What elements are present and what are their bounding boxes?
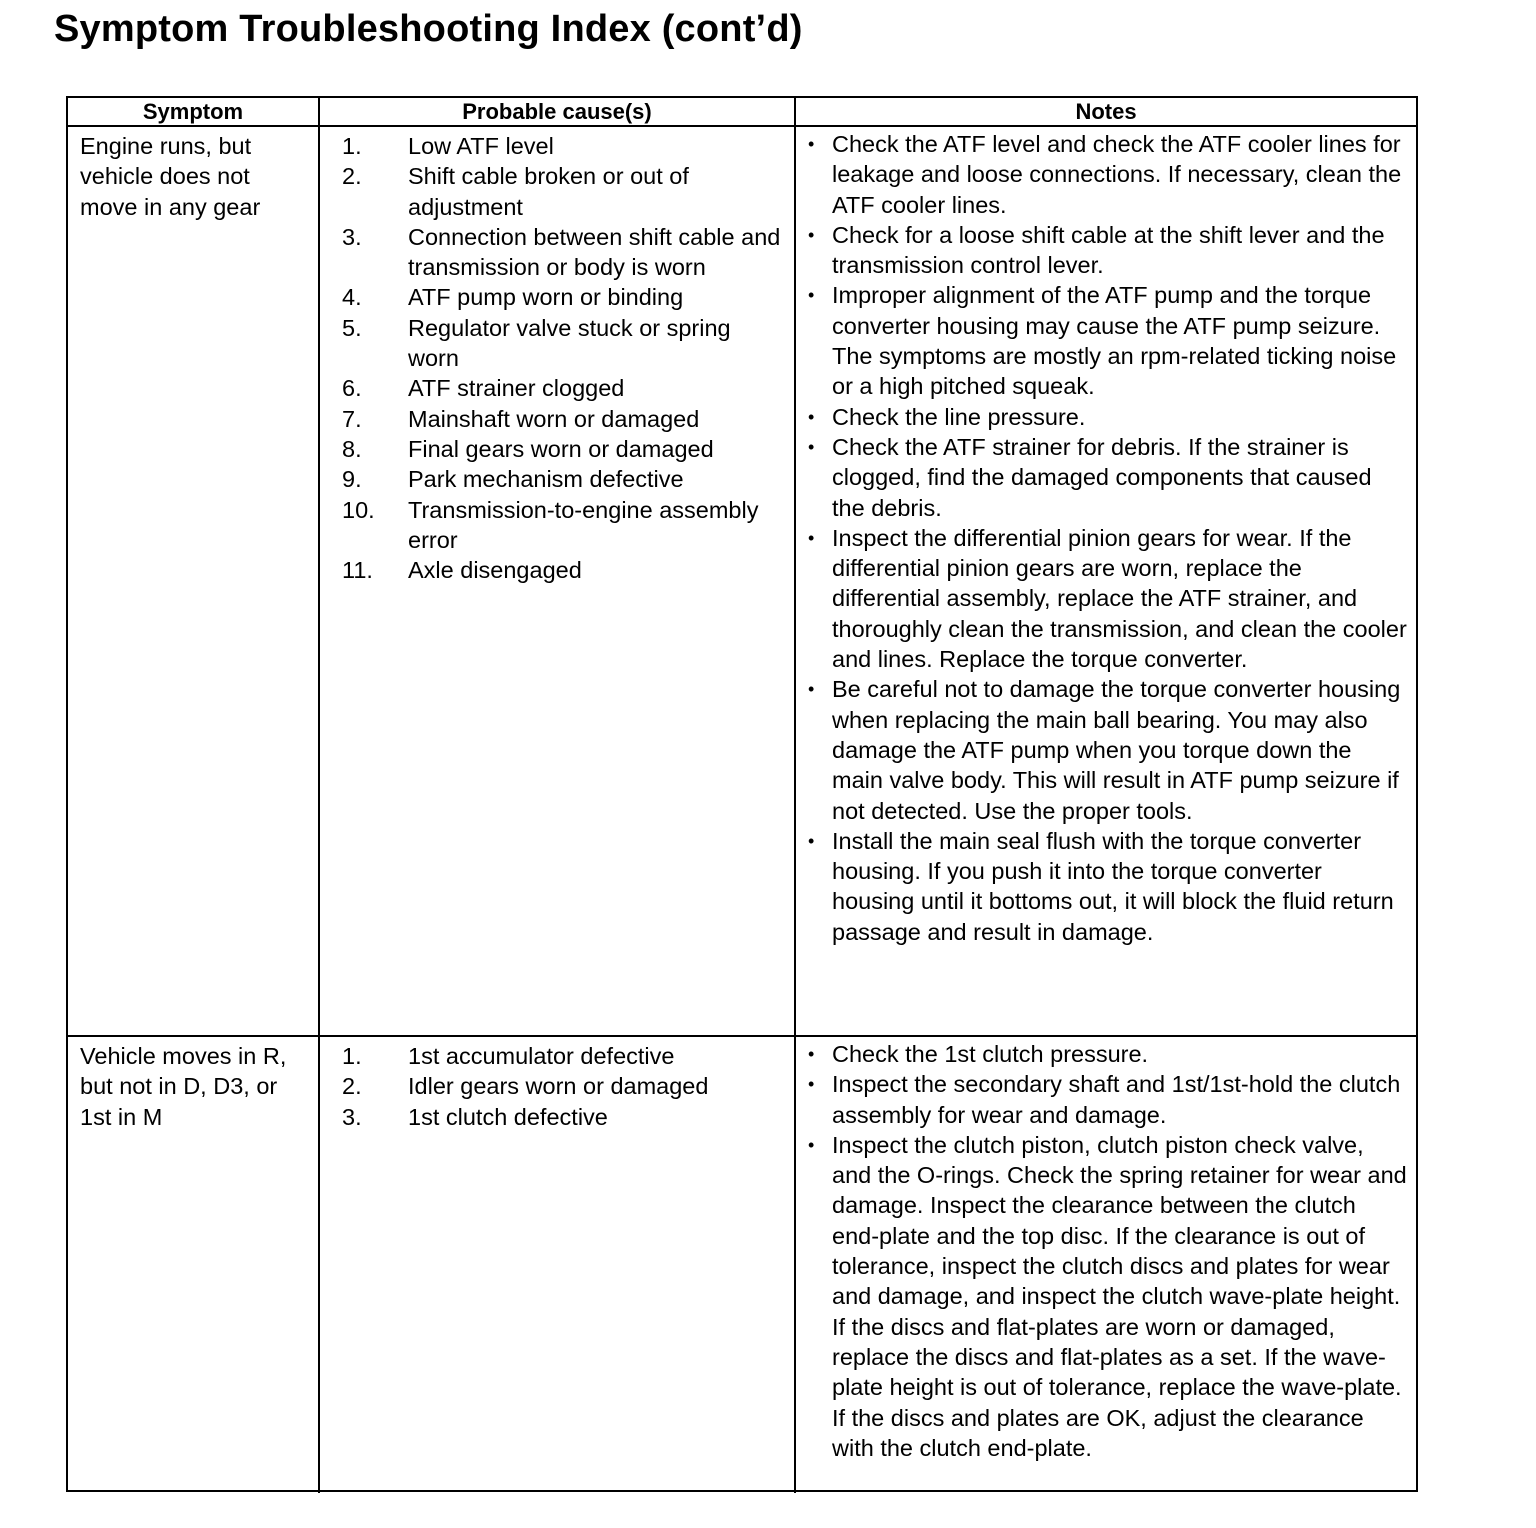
bullet-icon: • <box>808 1044 815 1064</box>
cause-text: Park mechanism defective <box>408 466 684 493</box>
list-item <box>342 555 788 585</box>
bullet-icon: • <box>808 436 815 457</box>
cause-text: ATF pump worn or binding <box>408 284 684 311</box>
cause-number: 3. <box>342 223 362 250</box>
list-item <box>808 402 1408 432</box>
list-item <box>808 1039 1408 1069</box>
bullet-icon: • <box>808 1074 815 1095</box>
table-header-row <box>68 98 1416 126</box>
list-item <box>808 1130 1408 1463</box>
list-item <box>342 495 788 556</box>
cause-number: 2. <box>342 1073 362 1100</box>
notes-cell <box>795 126 1416 1036</box>
cause-number: 9. <box>342 466 362 493</box>
list-item <box>342 1102 788 1132</box>
notes-cell <box>795 1036 1416 1493</box>
list-item <box>808 280 1408 401</box>
list-item <box>342 373 788 403</box>
list-item <box>808 432 1408 523</box>
header-probable-causes: Probable cause(s) <box>319 98 795 126</box>
causes-cell <box>319 126 795 1036</box>
cause-number: 3. <box>342 1103 362 1130</box>
cause-text: Regulator valve stuck or spring worn <box>408 314 731 372</box>
note-text: Be careful not to damage the torque converter housing when replacing the main ball bearing. You may also damage the ATF pump when you torque down the main valve body. This will result in ATF pump seizure if not detected. Use the proper tools. <box>832 676 1401 824</box>
cause-text: Connection between shift cable and transmission or body is worn <box>408 223 781 281</box>
cause-text: Axle disengaged <box>408 557 582 584</box>
notes-list <box>796 127 1416 947</box>
cause-number: 1. <box>342 133 362 159</box>
note-text: Check the ATF level and check the ATF cooler lines for leakage and loose connections. If necessary, clean the ATF cooler lines. <box>832 131 1402 218</box>
list-item <box>808 129 1408 220</box>
bullet-icon: • <box>808 1134 815 1155</box>
symptom-text: Engine runs, but vehicle does not move in any gear <box>80 133 261 220</box>
troubleshooting-table <box>66 96 1418 1492</box>
list-item <box>808 1069 1408 1130</box>
note-text: Check the line pressure. <box>832 403 1086 430</box>
list-item <box>342 161 788 222</box>
note-text: Install the main seal flush with the torque converter housing. If you push it into the torque converter housing until it bottoms out, it will block the fluid return passage and result in damage. <box>832 827 1394 945</box>
list-item <box>808 220 1408 281</box>
list-item <box>342 434 788 464</box>
table-row <box>68 1036 1416 1493</box>
list-item <box>342 1041 788 1071</box>
causes-list <box>320 1037 794 1132</box>
note-text: Check the ATF strainer for debris. If the strainer is clogged, find the damaged components that caused the debris. <box>832 433 1372 521</box>
cause-number: 11. <box>342 557 373 584</box>
causes-list <box>320 127 794 585</box>
cause-text: Idler gears worn or damaged <box>408 1073 709 1100</box>
cause-text: Transmission-to-engine assembly error <box>408 496 759 553</box>
bullet-icon: • <box>808 830 815 851</box>
cause-text: 1st clutch defective <box>408 1103 608 1130</box>
cause-number: 4. <box>342 284 362 311</box>
header-symptom: Symptom <box>68 98 319 126</box>
list-item <box>342 464 788 494</box>
header-notes: Notes <box>795 98 1416 126</box>
note-text: Check for a loose shift cable at the shift lever and the transmission control lever. <box>832 221 1385 279</box>
symptom-cell <box>68 1036 319 1493</box>
cause-text: Final gears worn or damaged <box>408 435 714 462</box>
note-text: Improper alignment of the ATF pump and the torque converter housing may cause the ATF pump seizure. The symptoms are mostly an rpm-related ticking noise or a high pitched squeak. <box>832 282 1397 400</box>
cause-number: 6. <box>342 375 362 402</box>
symptom-text: Vehicle moves in R, but not in D, D3, or 1st in M <box>80 1043 287 1130</box>
cause-number: 8. <box>342 435 362 462</box>
bullet-icon: • <box>808 527 815 548</box>
symptom-cell <box>68 126 319 1036</box>
list-item <box>342 282 788 312</box>
bullet-icon: • <box>808 406 815 427</box>
note-text: Inspect the secondary shaft and 1st/1st-hold the clutch assembly for wear and damage. <box>832 1071 1401 1128</box>
list-item <box>808 826 1408 947</box>
list-item <box>342 404 788 434</box>
cause-text: Shift cable broken or out of adjustment <box>408 163 689 220</box>
cause-number: 2. <box>342 163 362 190</box>
note-text: Inspect the clutch piston, clutch piston check valve, and the O-rings. Check the spring retainer for wear and damage. Inspect the clearance between the clutch end-plate and the top disc. If the clearance is out of tolerance, inspect the clutch discs and plates for wear and damage, and inspect the clutch wave-plate height. If the discs and flat-plates are worn or damaged, replace the discs and flat-plates as a set. If the wave-plate height is out of tolerance, replace the wave-plate. If the discs and plates are OK, adjust the clearance with the clutch end-plate. <box>832 1131 1407 1461</box>
causes-cell <box>319 1036 795 1493</box>
cause-text: 1st accumulator defective <box>408 1043 675 1069</box>
list-item <box>342 313 788 374</box>
list-item <box>808 674 1408 825</box>
bullet-icon: • <box>808 224 815 245</box>
notes-list <box>796 1037 1416 1463</box>
cause-number: 7. <box>342 405 362 432</box>
cause-text: Mainshaft worn or damaged <box>408 405 700 432</box>
page-title: Symptom Troubleshooting Index (cont’d) <box>54 8 803 50</box>
list-item <box>342 131 788 161</box>
cause-number: 10. <box>342 496 375 523</box>
bullet-icon: • <box>808 679 815 700</box>
cause-text: Low ATF level <box>408 133 554 159</box>
cause-number: 5. <box>342 314 362 341</box>
cause-text: ATF strainer clogged <box>408 375 625 402</box>
cause-number: 1. <box>342 1043 362 1069</box>
list-item <box>342 222 788 283</box>
note-text: Inspect the differential pinion gears for wear. If the differential pinion gears are worn, replace the differential assembly, replace the ATF strainer, and thoroughly clean the transmission, and clean the cooler and lines. Replace the torque converter. <box>832 524 1407 673</box>
note-text: Check the 1st clutch pressure. <box>832 1041 1149 1067</box>
bullet-icon: • <box>808 285 815 306</box>
bullet-icon: • <box>808 134 815 154</box>
list-item <box>808 523 1408 674</box>
list-item <box>342 1071 788 1101</box>
table-row <box>68 126 1416 1036</box>
